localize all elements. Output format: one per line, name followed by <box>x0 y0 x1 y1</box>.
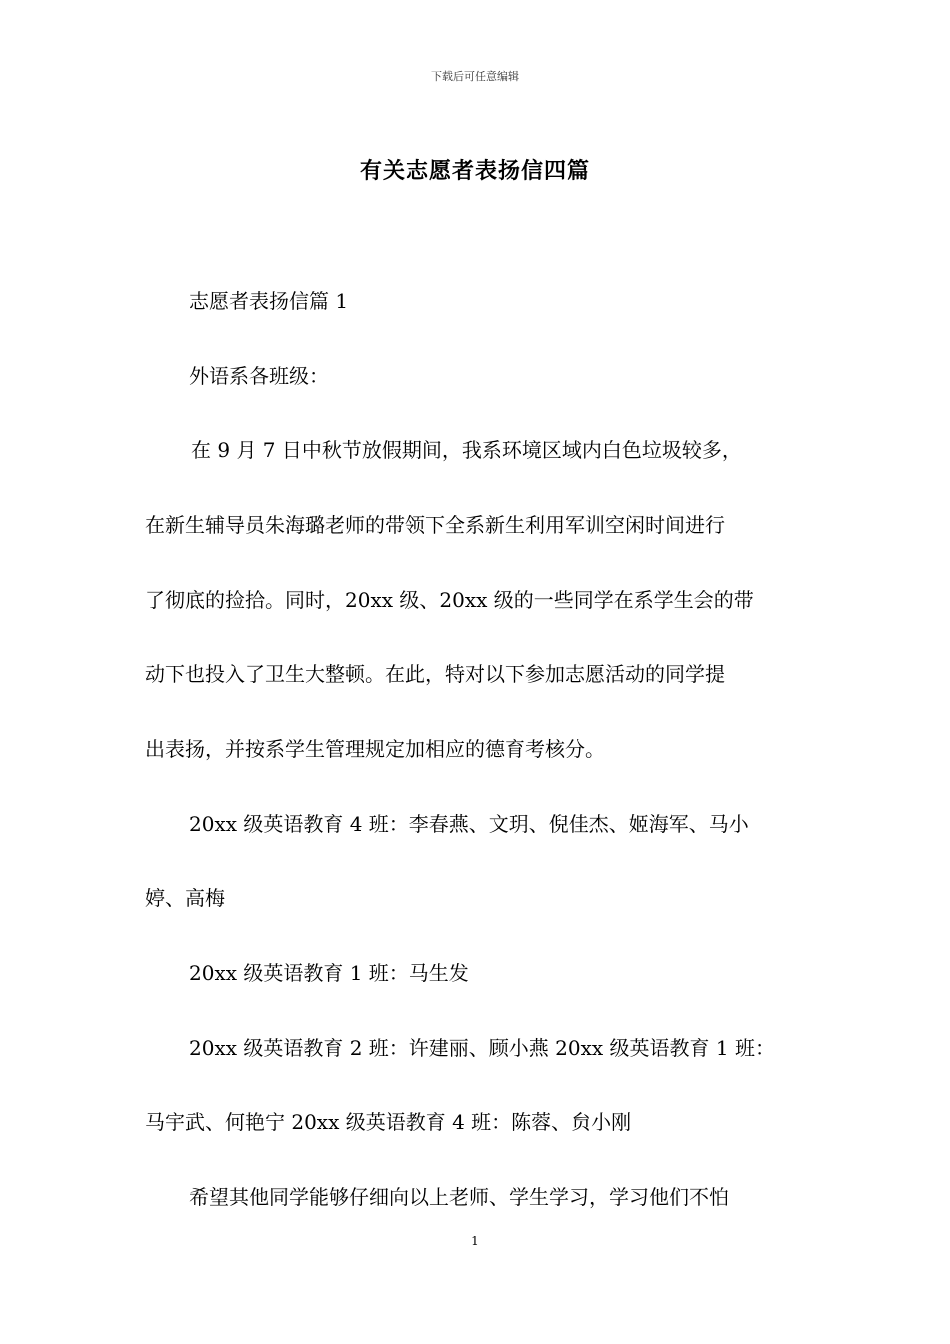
salutation: 外语系各班级： <box>189 364 329 388</box>
paragraph-line: 动下也投入了卫生大整顿。在此，特对以下参加志愿活动的同学提 <box>145 662 725 686</box>
paragraph-line: 20xx 级英语教育 1 班：马生发 <box>189 961 469 985</box>
paragraph-line: 20xx 级英语教育 2 班：许建丽、顾小燕 20xx 级英语教育 1 班： <box>189 1036 775 1060</box>
paragraph-line: 在新生辅导员朱海璐老师的带领下全系新生利用军训空闲时间进行 <box>145 513 725 537</box>
paragraph-line: 20xx 级英语教育 4 班：李春燕、文玥、倪佳杰、姬海军、马小 <box>189 812 749 836</box>
paragraph-line: 希望其他同学能够仔细向以上老师、学生学习，学习他们不怕 <box>189 1185 729 1209</box>
paragraph-line: 在 9 月 7 日中秋节放假期间，我系环境区域内白色垃圾较多， <box>191 438 742 462</box>
paragraph-line: 婷、高梅 <box>145 886 225 910</box>
paragraph-line: 了彻底的捡拾。同时，20xx 级、20xx 级的一些同学在系学生会的带 <box>145 588 754 612</box>
page-number: 1 <box>471 1234 479 1248</box>
section-heading: 志愿者表扬信篇 1 <box>189 289 349 313</box>
paragraph-line: 马宇武、何艳宁 20xx 级英语教育 4 班：陈蓉、贠小刚 <box>145 1110 632 1134</box>
document-title: 有关志愿者表扬信四篇 <box>359 159 590 184</box>
paragraph-line: 出表扬，并按系学生管理规定加相应的德育考核分。 <box>145 737 605 761</box>
header-note: 下载后可任意编辑 <box>431 70 519 83</box>
